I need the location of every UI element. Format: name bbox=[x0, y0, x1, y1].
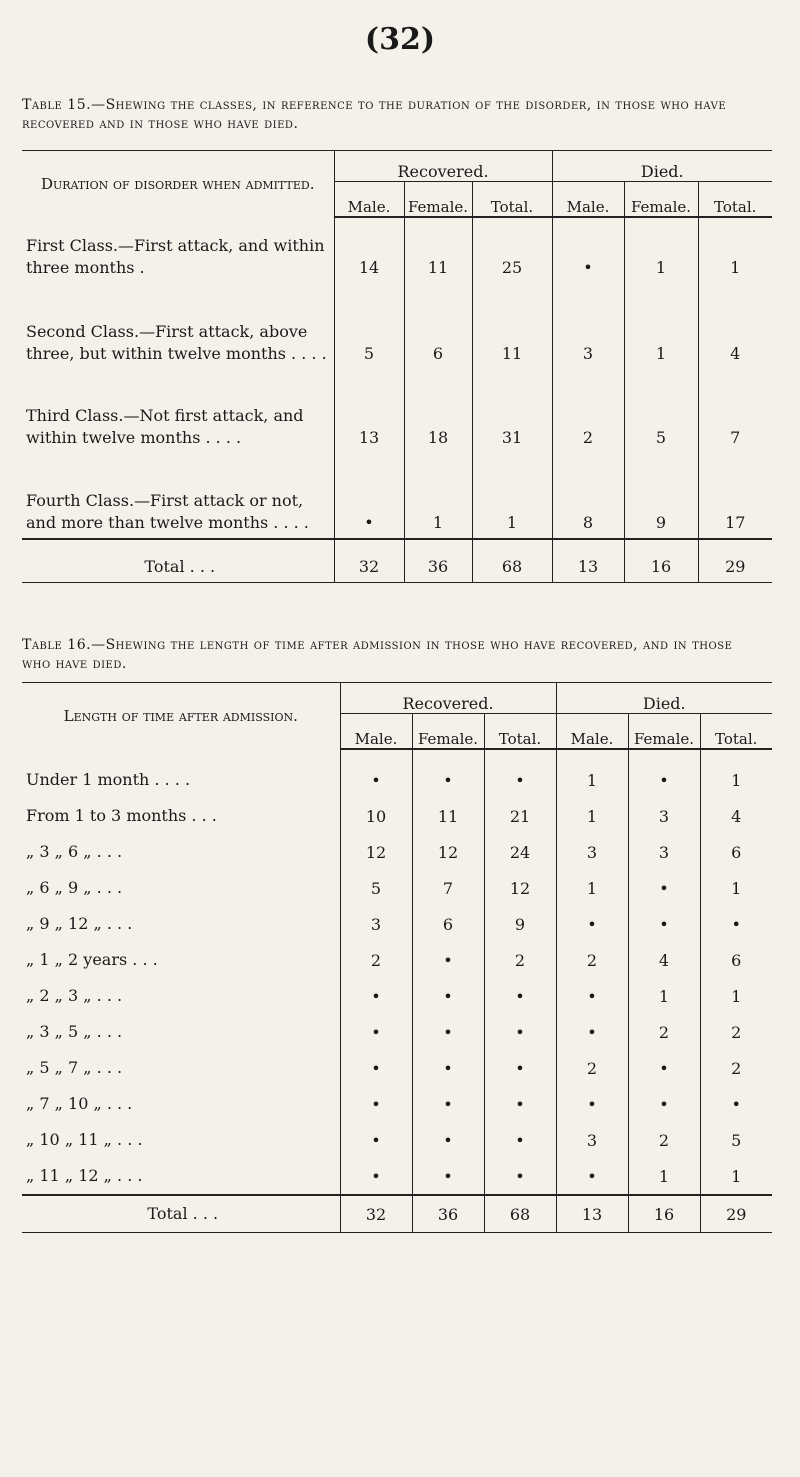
col-header: Total. bbox=[484, 714, 556, 750]
cell: 2 bbox=[628, 1122, 700, 1158]
cell: 1 bbox=[472, 453, 552, 539]
col-header: Male. bbox=[340, 714, 412, 750]
row-label: „ 1 „ 2 years . . . bbox=[22, 942, 340, 978]
row-label: Under 1 month . . . . bbox=[22, 762, 340, 798]
cell: 12 bbox=[412, 834, 484, 870]
cell: 3 bbox=[628, 798, 700, 834]
row-label: From 1 to 3 months . . . bbox=[22, 798, 340, 834]
cell: 17 bbox=[725, 513, 746, 532]
col-header: Male. bbox=[552, 182, 624, 218]
cell: 5 bbox=[340, 870, 412, 906]
cell: 29 bbox=[700, 1195, 772, 1233]
cell: 2 bbox=[484, 942, 556, 978]
table-row bbox=[22, 942, 772, 978]
cell: • bbox=[628, 1086, 700, 1122]
cell: 8 bbox=[552, 453, 624, 539]
table-row bbox=[22, 1014, 772, 1050]
cell: • bbox=[731, 1094, 741, 1114]
cell: 13 bbox=[556, 1195, 628, 1233]
cell: • bbox=[552, 217, 624, 283]
cell: 36 bbox=[404, 539, 472, 583]
cell: • bbox=[484, 1050, 556, 1086]
col-header: Male. bbox=[556, 714, 628, 750]
cell: 10 bbox=[340, 798, 412, 834]
cell: • bbox=[412, 942, 484, 978]
cell: • bbox=[556, 1014, 628, 1050]
cell: • bbox=[484, 1014, 556, 1050]
table-row bbox=[22, 283, 772, 369]
row-label: „ 9 „ 12 „ . . . bbox=[22, 906, 340, 942]
cell: 6 bbox=[731, 842, 742, 862]
cell: 68 bbox=[484, 1195, 556, 1233]
cell: • bbox=[340, 1050, 412, 1086]
cell: • bbox=[340, 1122, 412, 1158]
cell: 3 bbox=[552, 283, 624, 369]
cell: • bbox=[412, 1014, 484, 1050]
cell: • bbox=[628, 870, 700, 906]
table-row bbox=[22, 1122, 772, 1158]
cell: • bbox=[412, 762, 484, 798]
table-row bbox=[22, 369, 772, 453]
row-label: Second Class.—First attack, above three, but within twelve months . . . . bbox=[22, 283, 334, 369]
col-header: Male. bbox=[334, 182, 404, 218]
cell: 18 bbox=[404, 369, 472, 453]
row-label: „ 11 „ 12 „ . . . bbox=[22, 1158, 340, 1195]
row-label: „ 10 „ 11 „ . . . bbox=[22, 1122, 340, 1158]
col-header: Female. bbox=[628, 714, 700, 750]
cell: 1 bbox=[624, 283, 698, 369]
table-row bbox=[22, 870, 772, 906]
row-label: „ 2 „ 3 „ . . . bbox=[22, 978, 340, 1014]
cell: • bbox=[484, 978, 556, 1014]
cell: 6 bbox=[412, 906, 484, 942]
table-row bbox=[22, 762, 772, 798]
cell: 3 bbox=[340, 906, 412, 942]
total-row bbox=[22, 539, 772, 583]
cell: 32 bbox=[334, 539, 404, 583]
cell: • bbox=[340, 1086, 412, 1122]
cell: • bbox=[340, 978, 412, 1014]
cell: 2 bbox=[552, 369, 624, 453]
cell: • bbox=[628, 1050, 700, 1086]
cell: 5 bbox=[624, 369, 698, 453]
cell: 1 bbox=[556, 762, 628, 798]
cell: • bbox=[484, 1086, 556, 1122]
cell: • bbox=[334, 453, 404, 539]
cell: 1 bbox=[731, 986, 742, 1006]
row-label: Fourth Class.—First attack or not, and more than twelve months . . . . bbox=[22, 453, 334, 539]
table-row bbox=[22, 978, 772, 1014]
table-16 bbox=[22, 682, 772, 1233]
cell: 13 bbox=[552, 539, 624, 583]
cell: 36 bbox=[412, 1195, 484, 1233]
cell: 9 bbox=[624, 453, 698, 539]
cell: 1 bbox=[404, 453, 472, 539]
table-16-caption: Table 16.—Shewing the length of time after admission in those who have recovered, and in those who have died. bbox=[22, 637, 733, 672]
cell: 31 bbox=[472, 369, 552, 453]
cell: 7 bbox=[730, 428, 741, 447]
cell: • bbox=[484, 762, 556, 798]
row-label: Third Class.—Not first attack, and within twelve months . . . . bbox=[22, 369, 334, 453]
col-header: Female. bbox=[412, 714, 484, 750]
col-header: Female. bbox=[404, 182, 472, 218]
total-label: Total . . . bbox=[22, 539, 334, 583]
cell: • bbox=[412, 1086, 484, 1122]
cell: 6 bbox=[731, 950, 742, 970]
cell: 25 bbox=[472, 217, 552, 283]
cell: 1 bbox=[628, 1158, 700, 1195]
table-row bbox=[22, 453, 772, 539]
group-header-died: Died. bbox=[556, 683, 772, 714]
col-header: Total. bbox=[698, 182, 772, 218]
cell: 32 bbox=[340, 1195, 412, 1233]
cell: 9 bbox=[484, 906, 556, 942]
cell: 12 bbox=[484, 870, 556, 906]
group-header-recovered: Recovered. bbox=[340, 683, 556, 714]
cell: 29 bbox=[698, 539, 772, 583]
cell: • bbox=[340, 1158, 412, 1195]
cell: • bbox=[412, 978, 484, 1014]
page-number: (32) bbox=[364, 22, 436, 57]
cell: • bbox=[556, 906, 628, 942]
table-15-caption: Table 15.—Shewing the classes, in reference to the duration of the disorder, in those who have recovered and in those who have died. bbox=[22, 97, 727, 132]
total-row bbox=[22, 1195, 772, 1233]
cell: • bbox=[556, 1086, 628, 1122]
table-row bbox=[22, 1086, 772, 1122]
cell: 11 bbox=[404, 217, 472, 283]
cell: 13 bbox=[334, 369, 404, 453]
cell: 1 bbox=[731, 1166, 742, 1186]
table-row bbox=[22, 834, 772, 870]
cell: • bbox=[628, 762, 700, 798]
cell: 11 bbox=[412, 798, 484, 834]
cell: 14 bbox=[334, 217, 404, 283]
group-header-died: Died. bbox=[552, 151, 772, 182]
cell: 1 bbox=[731, 770, 742, 790]
cell: 4 bbox=[730, 344, 741, 363]
cell: 16 bbox=[624, 539, 698, 583]
cell: • bbox=[412, 1122, 484, 1158]
cell: 3 bbox=[556, 1122, 628, 1158]
cell: 12 bbox=[340, 834, 412, 870]
cell: 16 bbox=[628, 1195, 700, 1233]
cell: 21 bbox=[484, 798, 556, 834]
col-header: Total. bbox=[700, 714, 772, 750]
cell: 11 bbox=[472, 283, 552, 369]
cell: • bbox=[628, 906, 700, 942]
cell: 2 bbox=[556, 1050, 628, 1086]
row-header: Duration of disorder when admitted. bbox=[22, 151, 334, 218]
row-label: „ 3 „ 6 „ . . . bbox=[22, 834, 340, 870]
cell: 1 bbox=[628, 978, 700, 1014]
cell: • bbox=[340, 1014, 412, 1050]
cell: 2 bbox=[731, 1058, 742, 1078]
cell: • bbox=[340, 762, 412, 798]
table-row bbox=[22, 1158, 772, 1195]
cell: • bbox=[556, 978, 628, 1014]
cell: 6 bbox=[404, 283, 472, 369]
cell: 1 bbox=[556, 870, 628, 906]
cell: 2 bbox=[731, 1022, 742, 1042]
cell: 3 bbox=[556, 834, 628, 870]
row-label: First Class.—First attack, and within three months . bbox=[22, 217, 334, 283]
row-header: Length of time after admission. bbox=[22, 683, 340, 750]
cell: 4 bbox=[628, 942, 700, 978]
cell: 1 bbox=[730, 258, 741, 277]
table-row bbox=[22, 906, 772, 942]
cell: 2 bbox=[556, 942, 628, 978]
col-header: Female. bbox=[624, 182, 698, 218]
cell: 2 bbox=[340, 942, 412, 978]
cell: 5 bbox=[731, 1130, 742, 1150]
cell: • bbox=[412, 1158, 484, 1195]
cell: 1 bbox=[731, 878, 742, 898]
col-header: Total. bbox=[472, 182, 552, 218]
cell: 24 bbox=[484, 834, 556, 870]
cell: • bbox=[484, 1122, 556, 1158]
row-label: „ 6 „ 9 „ . . . bbox=[22, 870, 340, 906]
cell: 1 bbox=[556, 798, 628, 834]
cell: • bbox=[412, 1050, 484, 1086]
row-label: „ 5 „ 7 „ . . . bbox=[22, 1050, 340, 1086]
cell: • bbox=[731, 914, 741, 934]
row-label: „ 7 „ 10 „ . . . bbox=[22, 1086, 340, 1122]
cell: 4 bbox=[731, 806, 742, 826]
total-label: Total . . . bbox=[22, 1195, 340, 1233]
cell: • bbox=[556, 1158, 628, 1195]
group-header-recovered: Recovered. bbox=[334, 151, 552, 182]
table-row bbox=[22, 798, 772, 834]
cell: 3 bbox=[628, 834, 700, 870]
row-label: „ 3 „ 5 „ . . . bbox=[22, 1014, 340, 1050]
cell: • bbox=[484, 1158, 556, 1195]
table-15 bbox=[22, 150, 772, 583]
table-row bbox=[22, 1050, 772, 1086]
cell: 7 bbox=[412, 870, 484, 906]
cell: 68 bbox=[472, 539, 552, 583]
cell: 5 bbox=[334, 283, 404, 369]
table-row bbox=[22, 217, 772, 283]
cell: 1 bbox=[624, 217, 698, 283]
cell: 2 bbox=[628, 1014, 700, 1050]
